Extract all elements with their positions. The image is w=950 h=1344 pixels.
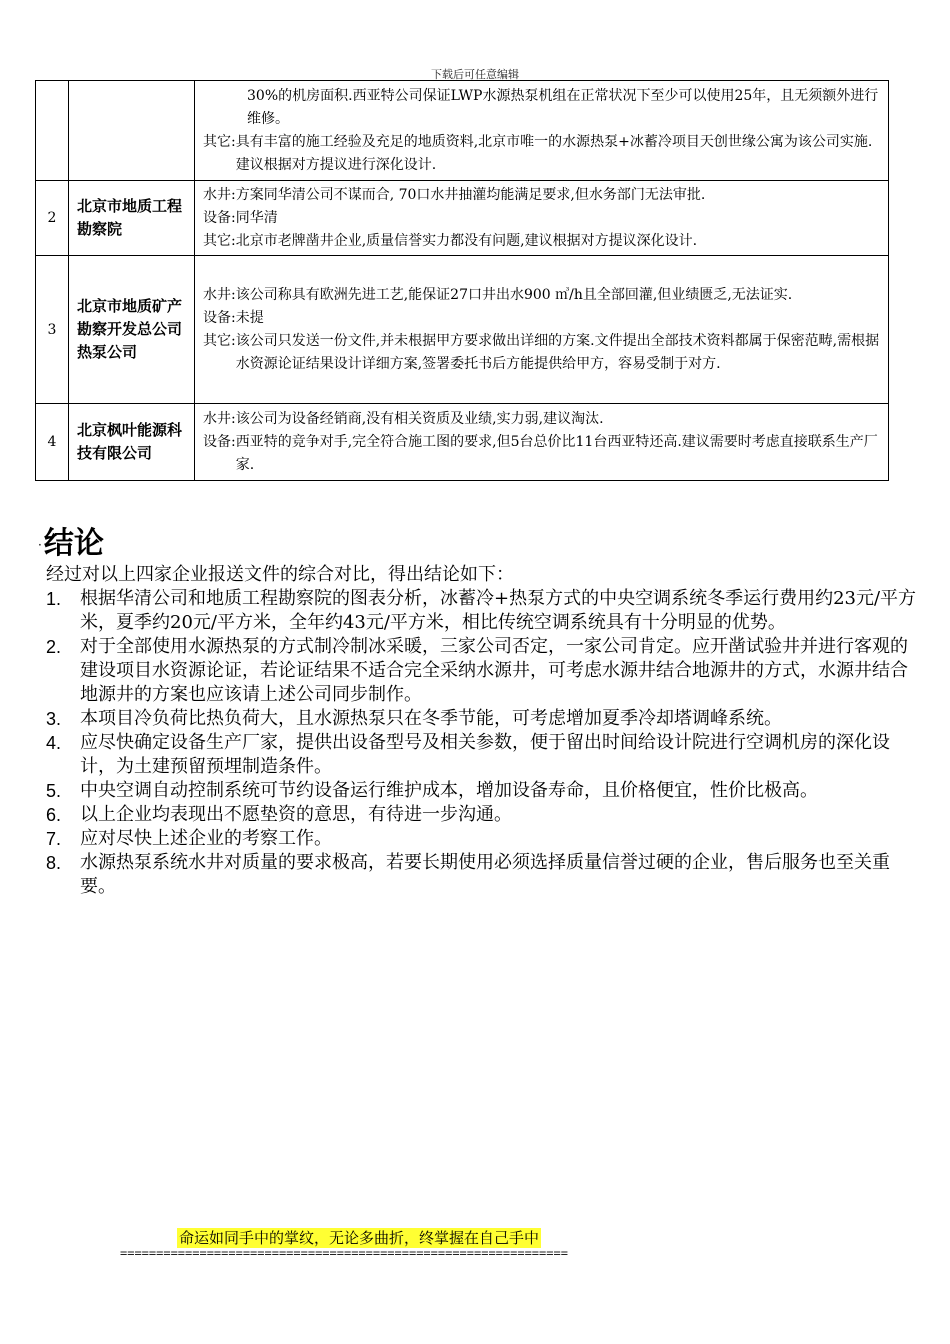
row-number: [36, 81, 69, 181]
detail-text: 该公司为设备经销商,没有相关资质及业绩,实力弱,建议淘汰.: [235, 410, 604, 427]
list-text: 本项目冷负荷比热负荷大，且水源热泵只在冬季节能，可考虑增加夏季冷却塔调峰系统。: [80, 708, 782, 729]
list-item: [46, 803, 922, 827]
list-item: [46, 851, 922, 899]
detail-text: 该公司称具有欧洲先进工艺,能保证27口井出水900 ㎥/h且全部回灌,但业绩匮乏,无法证实.: [235, 286, 793, 303]
detail-label: 设备:: [203, 309, 236, 326]
detail-label: 设备:: [203, 433, 236, 450]
conclusion-heading: [38, 518, 104, 562]
detail-item: [203, 284, 882, 307]
table-row: [36, 404, 889, 481]
table-row: [36, 81, 889, 181]
detail-label: 其它:: [203, 332, 236, 349]
list-number: 5.: [46, 781, 62, 801]
detail-item: [203, 184, 882, 207]
conclusion-title: 结论: [43, 526, 104, 561]
company-details: [195, 404, 889, 481]
list-number: 7.: [46, 829, 62, 849]
detail-text: 方案同华清公司不谋而合, 70口水井抽灌均能满足要求,但水务部门无法审批.: [235, 186, 706, 203]
list-text: 中央空调自动控制系统可节约设备运行维护成本，增加设备寿命，且价格便宜，性价比极高。: [80, 780, 818, 801]
header-note: 下载后可任意编辑: [431, 68, 519, 81]
detail-text: 具有丰富的施工经验及充足的地质资料,北京市唯一的水源热泵+冰蓄冷项目天创世缘公寓为该公司实施.建议根据对方提议进行深化设计.: [235, 133, 873, 173]
detail-item: [203, 85, 882, 131]
list-item: [46, 635, 922, 707]
list-item: [46, 827, 922, 851]
company-name: 北京枫叶能源科技有限公司: [69, 404, 195, 481]
detail-label: 其它:: [203, 232, 236, 249]
company-details: [195, 181, 889, 256]
detail-text: 同华清: [235, 209, 278, 226]
list-text: 应对尽快上述企业的考察工作。: [80, 828, 332, 849]
list-number: 1.: [46, 589, 62, 609]
table-row: [36, 256, 889, 404]
detail-label: 水井:: [203, 410, 236, 427]
row-number: 3: [36, 256, 69, 404]
conclusion-list: [46, 587, 922, 899]
company-details: [195, 81, 889, 181]
detail-text: 西亚特的竞争对手,完全符合施工图的要求,但5台总价比11台西亚特还高.建议需要时考虑直接联系生产厂家.: [235, 433, 878, 473]
list-number: 4.: [46, 733, 62, 753]
detail-label: 设备:: [203, 209, 236, 226]
list-text: 水源热泵系统水井对质量的要求极高，若要长期使用必须选择质量信誉过硬的企业，售后服务也至关重要。: [80, 852, 890, 897]
comparison-table: [35, 80, 889, 481]
detail-text: 该公司只发送一份文件,并未根据甲方要求做出详细的方案.文件提出全部技术资料都属于保密范畴,需根据水资源论证结果设计详细方案,签署委托书后方能提供给甲方，容易受制于对方.: [235, 332, 880, 372]
footer-rule: ==============================================================: [120, 1246, 568, 1260]
list-text: 对于全部使用水源热泵的方式制冷制冰采暖，三家公司否定，一家公司肯定。应开凿试验井并进行客观的建设项目水资源论证，若论证结果不适合完全采纳水源井，可考虑水源井结合地源井的方式，水源井结合地源井的方案也应该请上述公司同步制作。: [80, 636, 908, 705]
list-item: [46, 779, 922, 803]
list-text: 根据华清公司和地质工程勘察院的图表分析，冰蓄冷+热泵方式的中央空调系统冬季运行费用约23元/平方米，夏季约20元/平方米，全年约43元/平方米，相比传统空调系统具有十分明显的优势。: [80, 588, 917, 633]
detail-item: [203, 431, 882, 477]
list-text: 以上企业均表现出不愿垫资的意思，有待进一步沟通。: [80, 804, 512, 825]
list-item: [46, 587, 922, 635]
detail-label: 其它:: [203, 133, 236, 150]
list-item: [46, 731, 922, 779]
company-name: 北京市地质工程勘察院: [69, 181, 195, 256]
detail-item: [203, 207, 882, 230]
heading-bullet: ·: [38, 537, 42, 552]
company-details: [195, 256, 889, 404]
list-item: [46, 707, 922, 731]
row-number: 2: [36, 181, 69, 256]
list-number: 8.: [46, 853, 62, 873]
list-number: 2.: [46, 637, 62, 657]
detail-item: [203, 408, 882, 431]
detail-item: [203, 307, 882, 330]
list-number: 3.: [46, 709, 62, 729]
detail-item: [203, 230, 882, 253]
detail-text: 未提: [235, 309, 264, 326]
company-name: 北京市地质矿产勘察开发总公司热泵公司: [69, 256, 195, 404]
row-number: 4: [36, 404, 69, 481]
table-row: [36, 181, 889, 256]
company-name: [69, 81, 195, 181]
detail-text: 30%的机房面积.西亚特公司保证LWP水源热泵机组在正常状况下至少可以使用25年，且无须额外进行维修。: [247, 87, 879, 127]
detail-item: [203, 131, 882, 177]
conclusion-intro: 经过对以上四家企业报送文件的综合对比，得出结论如下：: [46, 564, 514, 585]
list-text: 应尽快确定设备生产厂家，提供出设备型号及相关参数，便于留出时间给设计院进行空调机房的深化设计，为土建预留预埋制造条件。: [80, 732, 890, 777]
detail-label: 水井:: [203, 186, 236, 203]
detail-label: 水井:: [203, 286, 236, 303]
list-number: 6.: [46, 805, 62, 825]
detail-text: 北京市老牌凿井企业,质量信誉实力都没有问题,建议根据对方提议深化设计.: [235, 232, 698, 249]
footer-motto: 命运如同手中的掌纹，无论多曲折，终掌握在自己手中: [179, 1229, 540, 1247]
detail-item: [203, 330, 882, 376]
